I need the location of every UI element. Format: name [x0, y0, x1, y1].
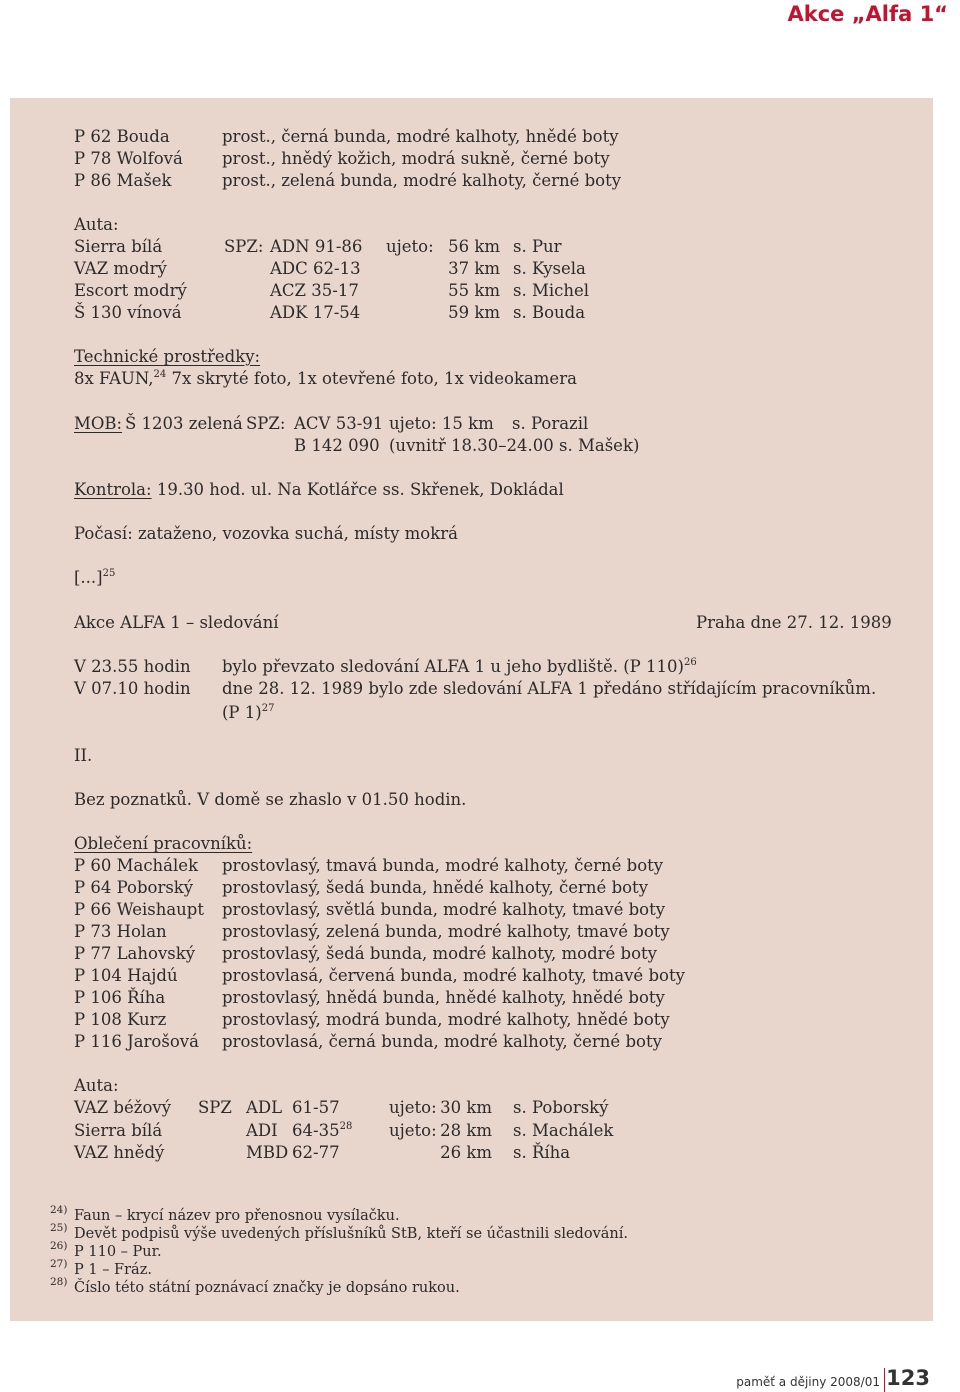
clothing-id: P 60 Machálek — [74, 856, 199, 875]
car2-name: VAZ hnědý — [74, 1143, 165, 1162]
clothing-id: P 108 Kurz — [74, 1010, 167, 1029]
car-plate: ADN 91-86 — [270, 237, 363, 256]
log-text-cont: (P 1)$^{27}$ — [222, 703, 275, 722]
car2-km: 30 km — [440, 1098, 492, 1117]
log-text: dne 28. 12. 1989 bylo zde sledování ALFA 1 předáno střídajícím pracovníkům. — [222, 679, 877, 698]
footnote-number: 25) — [50, 1222, 68, 1234]
clothing-desc: prostovlasý, hnědá bunda, hnědé kalhoty, hnědé boty — [222, 988, 665, 1007]
car2-km: 26 km — [440, 1143, 492, 1162]
footnote-text: Faun – krycí název pro přenosnou vysílačku. — [74, 1208, 400, 1224]
clothing-id: P 66 Weishaupt — [74, 900, 204, 919]
cars2-heading: Auta: — [74, 1076, 119, 1095]
clothing-desc: prostovlasý, šedá bunda, modré kalhoty, modré boty — [222, 944, 657, 963]
clothing-desc: prostovlasá, červená bunda, modré kalhoty, tmavé boty — [222, 966, 685, 985]
officer-desc: prost., černá bunda, modré kalhoty, hnědé boty — [222, 127, 619, 146]
footnote-text: P 1 – Fráz. — [74, 1262, 152, 1278]
car2-plate-prefix: ADI — [246, 1121, 278, 1140]
mob-spz-label: SPZ: — [246, 414, 286, 433]
car-km: 59 km — [448, 303, 500, 322]
clothing-id: P 77 Lahovský — [74, 944, 196, 963]
mob-plate2: B 142 090 — [294, 436, 380, 455]
car2-ujeto-label: ujeto: — [389, 1121, 437, 1140]
akce-date: Praha dne 27. 12. 1989 — [696, 613, 892, 632]
footer-journal: paměť a dějiny 2008/01 — [736, 1375, 880, 1389]
section-ii: II. — [74, 746, 93, 765]
officer-id: P 78 Wolfová — [74, 149, 183, 168]
footnote-number: 28) — [50, 1276, 68, 1288]
mob-person: s. Porazil — [512, 414, 589, 433]
ujeto-label: ujeto: — [386, 237, 434, 256]
clothing-desc: prostovlasý, modrá bunda, modré kalhoty, hnědé boty — [222, 1010, 670, 1029]
clothing-desc: prostovlasý, zelená bunda, modré kalhoty, tmavé boty — [222, 922, 670, 941]
mob-plate: ACV 53-91 — [294, 414, 384, 433]
log-text: bylo převzato sledování ALFA 1 u jeho bydliště. (P 110)$^{26}$ — [222, 657, 697, 676]
footnote-text: Číslo této státní poznávací značky je dopsáno rukou. — [74, 1280, 460, 1296]
car2-plate-prefix: ADL — [246, 1098, 283, 1117]
mob-car: Š 1203 zelená — [125, 414, 243, 433]
cars2-spz-label: SPZ — [198, 1098, 232, 1117]
cars-heading: Auta: — [74, 215, 119, 234]
car2-plate-number: 62-77 — [292, 1143, 340, 1162]
clothing-id: P 106 Říha — [74, 988, 166, 1007]
car-person: s. Michel — [513, 281, 590, 300]
officer-desc: prost., hnědý kožich, modrá sukně, černé boty — [222, 149, 610, 168]
log-time: V 07.10 hodin — [74, 679, 191, 698]
kontrola-line: Kontrola: 19.30 hod. ul. Na Kotlářce ss. Skřenek, Dokládal — [74, 480, 564, 499]
car-km: 56 km — [448, 237, 500, 256]
no-findings: Bez poznatků. V domě se zhaslo v 01.50 hodin. — [74, 790, 467, 809]
omission-mark: [...]$^{25}$ — [74, 568, 116, 587]
car-person: s. Bouda — [513, 303, 586, 322]
car2-person: s. Poborský — [513, 1098, 609, 1117]
mob-ujeto: ujeto: 15 km — [389, 414, 494, 433]
footnote-number: 27) — [50, 1258, 68, 1270]
car-name: VAZ modrý — [74, 259, 167, 278]
car2-plate-prefix: MBD — [246, 1143, 289, 1162]
car2-plate-number: $64-35^{28}$ — [292, 1121, 353, 1140]
akce-title: Akce ALFA 1 – sledování — [74, 613, 279, 632]
clothing-desc: prostovlasý, tmavá bunda, modré kalhoty, černé boty — [222, 856, 664, 875]
car2-km: 28 km — [440, 1121, 492, 1140]
car2-name: Sierra bílá — [74, 1121, 163, 1140]
page-header-title: Akce „Alfa 1“ — [787, 2, 948, 26]
officer-id: P 86 Mašek — [74, 171, 172, 190]
officer-id: P 62 Bouda — [74, 127, 170, 146]
tech-line: 8x FAUN,$^{24}$ 7x skryté foto, 1x otevřené foto, 1x videokamera — [74, 369, 577, 388]
officer-desc: prost., zelená bunda, modré kalhoty, černé boty — [222, 171, 622, 190]
car2-name: VAZ béžový — [74, 1098, 172, 1117]
weather-line: Počasí: zataženo, vozovka suchá, místy mokrá — [74, 524, 458, 543]
spz-label: SPZ: — [224, 237, 264, 256]
car-name: Sierra bílá — [74, 237, 163, 256]
car-name: Escort modrý — [74, 281, 187, 300]
clothing-heading: Oblečení pracovníků: — [74, 834, 253, 853]
car2-person: s. Říha — [513, 1143, 571, 1162]
clothing-id: P 73 Holan — [74, 922, 167, 941]
footer-divider — [884, 1368, 885, 1392]
car-plate: ADK 17-54 — [270, 303, 361, 322]
log-time: V 23.55 hodin — [74, 657, 191, 676]
car2-ujeto-label: ujeto: — [389, 1098, 437, 1117]
car-name: Š 130 vínová — [74, 303, 182, 322]
car-plate: ADC 62-13 — [270, 259, 361, 278]
footnote-number: 24) — [50, 1204, 68, 1216]
clothing-desc: prostovlasý, světlá bunda, modré kalhoty, tmavé boty — [222, 900, 666, 919]
clothing-desc: prostovlasý, šedá bunda, hnědé kalhoty, černé boty — [222, 878, 649, 897]
footnote-text: Devět podpisů výše uvedených příslušníků StB, kteří se účastnili sledování. — [74, 1226, 628, 1242]
car-plate: ACZ 35-17 — [270, 281, 359, 300]
clothing-desc: prostovlasá, černá bunda, modré kalhoty, černé boty — [222, 1032, 662, 1051]
mob-label: MOB: — [74, 414, 123, 433]
footnote-number: 26) — [50, 1240, 68, 1252]
car-person: s. Pur — [513, 237, 562, 256]
car2-person: s. Machálek — [513, 1121, 614, 1140]
car-person: s. Kysela — [513, 259, 586, 278]
car-km: 55 km — [448, 281, 500, 300]
car-km: 37 km — [448, 259, 500, 278]
clothing-id: P 116 Jarošová — [74, 1032, 199, 1051]
page-number: 123 — [886, 1366, 930, 1390]
car2-plate-number: 61-57 — [292, 1098, 340, 1117]
clothing-id: P 104 Hajdú — [74, 966, 178, 985]
footnote-text: P 110 – Pur. — [74, 1244, 162, 1260]
tech-heading: Technické prostředky: — [74, 347, 261, 366]
clothing-id: P 64 Poborský — [74, 878, 194, 897]
mob-note: (uvnitř 18.30–24.00 s. Mašek) — [389, 436, 640, 455]
